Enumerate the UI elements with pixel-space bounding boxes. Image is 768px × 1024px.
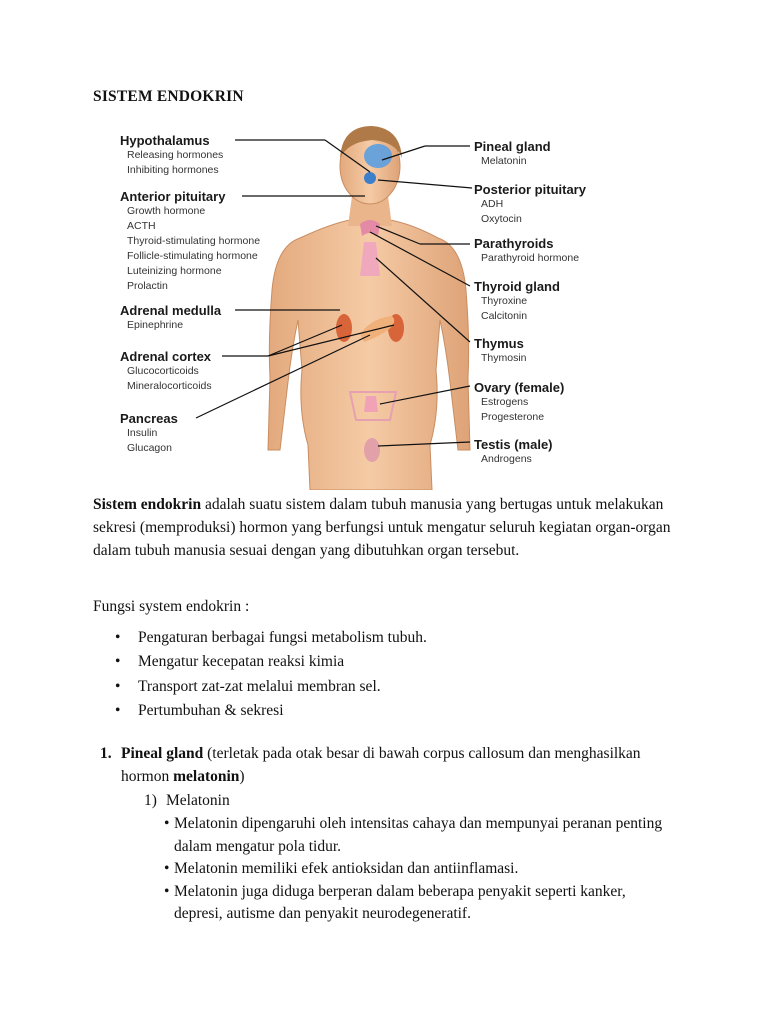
label-item: Luteinizing hormone — [127, 265, 222, 277]
label-heading: Pancreas — [120, 411, 178, 426]
label-heading: Thymus — [474, 336, 524, 351]
label-item: Prolactin — [127, 280, 168, 292]
label-heading: Hypothalamus — [120, 133, 210, 148]
section-desc-bold: melatonin — [173, 767, 240, 785]
label-item: Releasing hormones — [127, 149, 224, 161]
label-posterior-pituitary — [474, 182, 586, 227]
label-adrenal-medulla — [120, 303, 221, 333]
label-heading: Posterior pituitary — [474, 182, 586, 197]
label-ovary — [474, 380, 564, 425]
list-item: • Pertumbuhan & sekresi — [93, 699, 427, 723]
label-heading: Thyroid gland — [474, 279, 560, 294]
page-title: SISTEM ENDOKRIN — [93, 88, 244, 105]
list-item: • Pengaturan berbagai fungsi metabolism tubuh. — [93, 626, 427, 650]
label-heading: Ovary (female) — [474, 380, 565, 395]
label-item: Parathyroid hormone — [481, 252, 580, 264]
intro-term: Sistem endokrin — [93, 496, 202, 513]
list-item: • Melatonin juga diduga berperan dalam beberapa penyakit seperti kanker, depresi, autisme dan penyakit neurodegeneratif. — [164, 881, 664, 926]
section-desc-end: ) — [239, 767, 245, 785]
label-item: Progesterone — [481, 411, 545, 423]
label-item: Calcitonin — [481, 310, 528, 322]
body-illustration — [0, 120, 768, 490]
label-item: Growth hormone — [127, 205, 206, 217]
label-anterior-pituitary — [120, 189, 260, 294]
label-item: Epinephrine — [127, 319, 184, 331]
subsection-title: Melatonin — [166, 792, 230, 809]
pituitary-shape — [364, 172, 376, 184]
label-thyroid-gland — [474, 279, 560, 324]
label-heading: Testis (male) — [474, 437, 553, 452]
label-heading: Adrenal cortex — [120, 349, 212, 364]
subsection-number: 1) — [144, 792, 157, 809]
label-item: Thymosin — [481, 352, 527, 364]
testis-shape — [364, 438, 380, 462]
label-hypothalamus — [120, 133, 223, 178]
section-number: 1. — [100, 745, 112, 762]
label-pancreas — [120, 411, 178, 456]
list-item: • Mengatur kecepatan reaksi kimia — [93, 650, 427, 674]
label-pineal-gland — [474, 139, 551, 169]
label-item: Androgens — [481, 453, 532, 465]
fungsi-heading: Fungsi system endokrin : — [93, 598, 250, 615]
fungsi-list — [93, 626, 427, 723]
label-item: Glucagon — [127, 442, 172, 454]
label-item: Thyroxine — [481, 295, 528, 307]
label-item: Thyroid-stimulating hormone — [127, 235, 261, 247]
list-item: • Melatonin memiliki efek antioksidan dan antiinflamasi. — [164, 858, 664, 881]
section-heading — [100, 743, 660, 788]
endocrine-figure — [0, 120, 768, 490]
label-item: ACTH — [127, 220, 156, 232]
label-heading: Parathyroids — [474, 236, 554, 251]
list-item: • Transport zat-zat melalui membran sel. — [93, 675, 427, 699]
label-item: Glucocorticoids — [127, 365, 199, 377]
ovary-shape — [364, 396, 378, 412]
subsection-melatonin — [144, 790, 230, 813]
pineal-gland-shape — [364, 144, 392, 168]
label-item: Follicle-stimulating hormone — [127, 250, 258, 262]
label-item: Oxytocin — [481, 213, 522, 225]
list-item: • Melatonin dipengaruhi oleh intensitas cahaya dan mempunyai peranan penting dalam mengatur pola tidur. — [164, 813, 664, 858]
label-item: Insulin — [127, 427, 158, 439]
label-item: Inhibiting hormones — [127, 164, 219, 176]
label-item: Melatonin — [481, 155, 527, 167]
label-item: Mineralocorticoids — [127, 380, 212, 392]
intro-text: adalah suatu sistem dalam tubuh manusia yang bertugas untuk melakukan sekresi (memproduksi) hormon yang berfungsi untuk mengatur seluruh kegiatan organ-organ dalam tubuh manusia sesuai dengan yang dibutuhkan organ tersebut. — [93, 496, 671, 559]
section-pineal-gland — [100, 743, 660, 788]
label-thymus — [474, 336, 527, 366]
section-desc: (terletak pada otak besar di bawah corpus callosum dan menghasilkan hormon — [121, 745, 641, 785]
section-title: Pineal gland — [121, 745, 204, 762]
intro-paragraph — [93, 493, 693, 562]
label-item: Estrogens — [481, 396, 529, 408]
label-heading: Pineal gland — [474, 139, 551, 154]
label-heading: Anterior pituitary — [120, 189, 226, 204]
label-adrenal-cortex — [120, 349, 212, 394]
label-item: ADH — [481, 198, 504, 210]
label-heading: Adrenal medulla — [120, 303, 222, 318]
label-parathyroids — [474, 236, 579, 266]
label-testis — [474, 437, 553, 467]
melatonin-details — [164, 813, 664, 926]
